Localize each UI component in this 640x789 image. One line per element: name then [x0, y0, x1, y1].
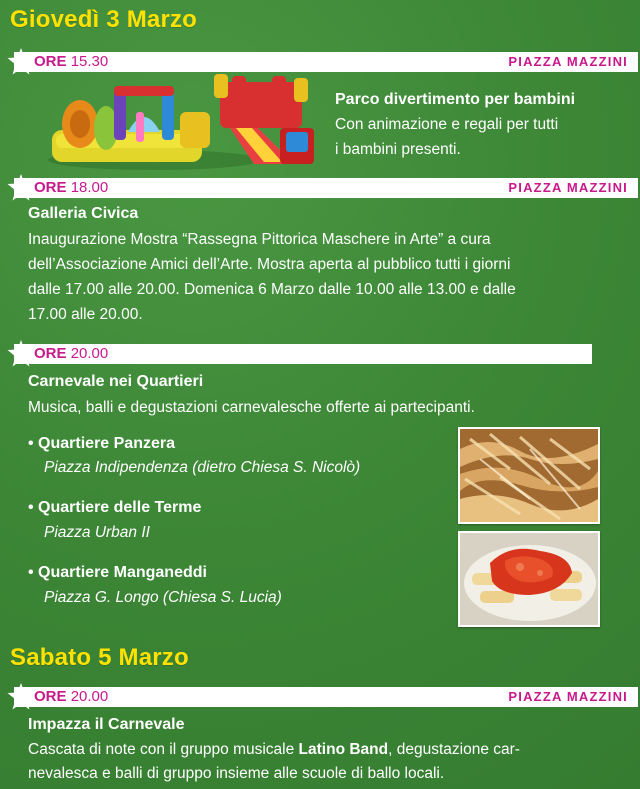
bouncy-castle-illustration: [44, 72, 326, 172]
chiacchiere-image: [460, 429, 598, 522]
event-bar-3: [14, 344, 592, 364]
event-text-3-line-1: Musica, balli e degustazioni carnevalesche offerte ai partecipanti.: [28, 399, 475, 416]
event-text-2-line-3: dalle 17.00 alle 20.00. Domenica 6 Marzo dalle 10.00 alle 13.00 e dalle: [28, 281, 516, 298]
event-text-2-line-1: Inaugurazione Mostra “Rassegna Pittorica Maschere in Arte” a cura: [28, 231, 491, 248]
event-time-3: ORE 20.00: [34, 345, 109, 362]
event-place-2: PIAZZA MAZZINI: [508, 180, 628, 195]
day-title-1: Giovedì 3 Marzo: [10, 6, 198, 33]
event-place-4: PIAZZA MAZZINI: [508, 689, 628, 704]
event-text-1-line-2: i bambini presenti.: [335, 141, 461, 158]
event-bar-1: [14, 52, 638, 72]
quarter-place-2: Piazza Urban II: [44, 524, 150, 541]
chiacchiere-photo: [458, 427, 600, 524]
star-icon: [6, 173, 36, 203]
event-bar-2: [14, 178, 638, 198]
quarter-name-3: • Quartiere Manganeddi: [28, 564, 207, 581]
quarter-place-3: Piazza G. Longo (Chiesa S. Lucia): [44, 589, 282, 606]
quarter-name-1: • Quartiere Panzera: [28, 435, 175, 452]
quarter-place-1: Piazza Indipendenza (dietro Chiesa S. Nicolò): [44, 459, 361, 476]
event-title-4: Impazza il Carnevale: [28, 716, 185, 733]
star-icon: [6, 682, 36, 712]
event-text-1-line-1: Con animazione e regali per tutti: [335, 116, 559, 133]
event-bar-4: [14, 687, 638, 707]
event-time-4: ORE 20.00: [34, 688, 109, 705]
event-text-2-line-2: dell’Associazione Amici dell’Arte. Mostra aperta al pubblico tutti i giorni: [28, 256, 511, 273]
event-text-4-line-1: Cascata di note con il gruppo musicale Latino Band, degustazione car-: [28, 741, 520, 758]
pasta-photo: [458, 531, 600, 627]
event-text-4-line-2: nevalesca e balli di gruppo insieme alle scuole di ballo locali.: [28, 765, 445, 782]
event-text-2-line-4: 17.00 alle 20.00.: [28, 306, 143, 323]
pasta-image: [460, 533, 598, 625]
star-icon: [6, 339, 36, 369]
event-time-1: ORE 15.30: [34, 53, 109, 70]
star-icon: [6, 47, 36, 77]
event-title-3: Carnevale nei Quartieri: [28, 373, 204, 390]
event-place-1: PIAZZA MAZZINI: [508, 54, 628, 69]
event-time-2: ORE 18.00: [34, 179, 109, 196]
event-title-2: Galleria Civica: [28, 205, 139, 222]
quarter-name-2: • Quartiere delle Terme: [28, 499, 202, 516]
day-title-2: Sabato 5 Marzo: [10, 644, 189, 671]
event-title-1: Parco divertimento per bambini: [335, 91, 576, 108]
